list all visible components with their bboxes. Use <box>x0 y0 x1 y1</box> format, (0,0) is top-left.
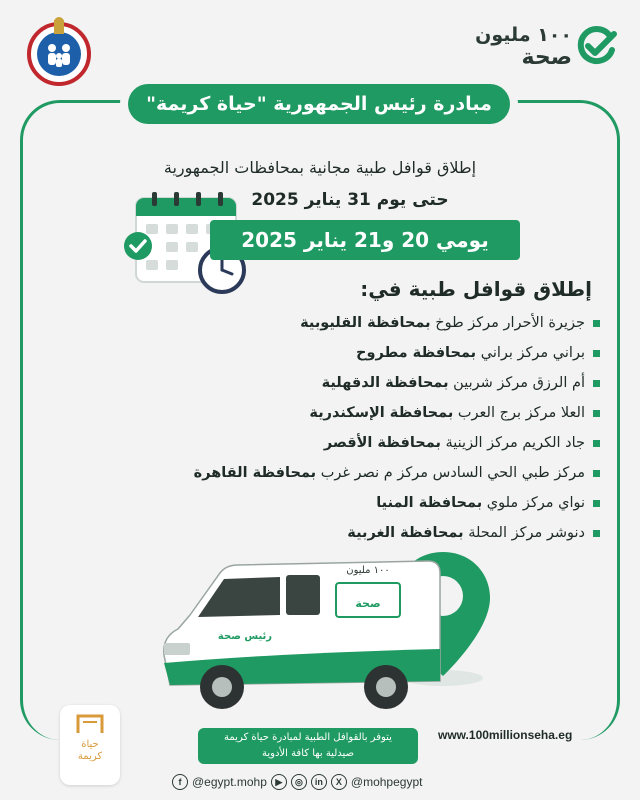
location-place: مركز طبي الحي السادس مركز م نصر غرب <box>316 465 585 481</box>
van-brand-line-2: صحة <box>355 597 381 610</box>
linkedin-icon[interactable]: in <box>311 774 327 790</box>
list-item <box>80 338 600 368</box>
location-place: نواي مركز ملوي <box>482 495 585 511</box>
list-item <box>80 308 600 338</box>
location-governorate: بمحافظة القاهرة <box>193 465 317 481</box>
hayah-karima-line-2: كريمة <box>77 751 103 762</box>
van-side-text: رئيس صحة <box>217 631 273 642</box>
days-banner: يومي 20 و21 يناير 2025 <box>210 220 520 260</box>
launch-heading: إطلاق قوافل طبية في: <box>360 277 592 301</box>
hayah-karima-symbol-icon <box>75 713 105 737</box>
list-item <box>80 398 600 428</box>
location-governorate: بمحافظة القليوبية <box>300 315 431 331</box>
100-million-seha-logo <box>468 24 618 72</box>
hayah-karima-logo <box>60 705 120 785</box>
location-governorate: بمحافظة الغربية <box>347 525 464 541</box>
location-place: دنوشر مركز المحلة <box>463 525 585 541</box>
pharmacy-line-1: يتوفر بالقوافل الطبية لمبادرة حياة كريمة <box>224 732 392 743</box>
location-governorate: بمحافظة مطروح <box>356 345 477 361</box>
bullet-icon <box>593 530 600 537</box>
bullet-icon <box>593 440 600 447</box>
bullet-icon <box>593 320 600 327</box>
facebook-icon[interactable]: f <box>172 774 188 790</box>
location-place: العلا مركز برج العرب <box>453 405 585 421</box>
bullet-icon <box>593 410 600 417</box>
social-handle-right[interactable]: @mohpegypt <box>350 775 423 789</box>
check-circle-icon <box>576 26 618 66</box>
ministry-of-health-logo <box>22 14 96 88</box>
locations-list <box>80 308 600 548</box>
brand-line-1: ١٠٠ مليون <box>475 24 572 46</box>
medical-van-illustration <box>150 545 460 720</box>
list-item <box>80 518 600 548</box>
bullet-icon <box>593 500 600 507</box>
list-item <box>80 488 600 518</box>
social-bar <box>172 770 512 794</box>
location-place: أم الرزق مركز شربين <box>448 375 585 391</box>
youtube-icon[interactable]: ▶ <box>271 774 287 790</box>
location-governorate: بمحافظة الإسكندرية <box>309 405 454 421</box>
location-governorate: بمحافظة الدقهلية <box>321 375 449 391</box>
social-handle-left[interactable]: @egypt.mohp <box>192 775 267 789</box>
pharmacy-banner <box>198 728 418 764</box>
bullet-icon <box>593 380 600 387</box>
until-date: حتى يوم 31 يناير 2025 <box>251 190 449 210</box>
initiative-title: مبادرة رئيس الجمهورية "حياة كريمة" <box>128 84 510 124</box>
list-item <box>80 458 600 488</box>
van-brand-line-1: ١٠٠ مليون <box>346 565 390 576</box>
location-governorate: بمحافظة المنيا <box>376 495 483 511</box>
bullet-icon <box>593 470 600 477</box>
brand-line-2: صحة <box>521 45 572 70</box>
location-place: جاد الكريم مركز الزينية <box>440 435 585 451</box>
hayah-karima-line-1: حياة <box>81 739 99 750</box>
caravans-subtitle: إطلاق قوافل طبية مجانية بمحافظات الجمهورية <box>163 158 477 177</box>
list-item <box>80 428 600 458</box>
location-governorate: بمحافظة الأقصر <box>323 435 441 451</box>
list-item <box>80 368 600 398</box>
location-place: براني مركز براني <box>476 345 585 361</box>
bullet-icon <box>593 350 600 357</box>
instagram-icon[interactable]: ◎ <box>291 774 307 790</box>
website-link[interactable]: www.100millionseha.eg <box>438 728 573 742</box>
pharmacy-line-2: صيدلية بها كافة الأدوية <box>261 748 355 759</box>
location-place: جزيرة الأحرار مركز طوخ <box>430 315 585 331</box>
x-icon[interactable]: X <box>331 774 347 790</box>
